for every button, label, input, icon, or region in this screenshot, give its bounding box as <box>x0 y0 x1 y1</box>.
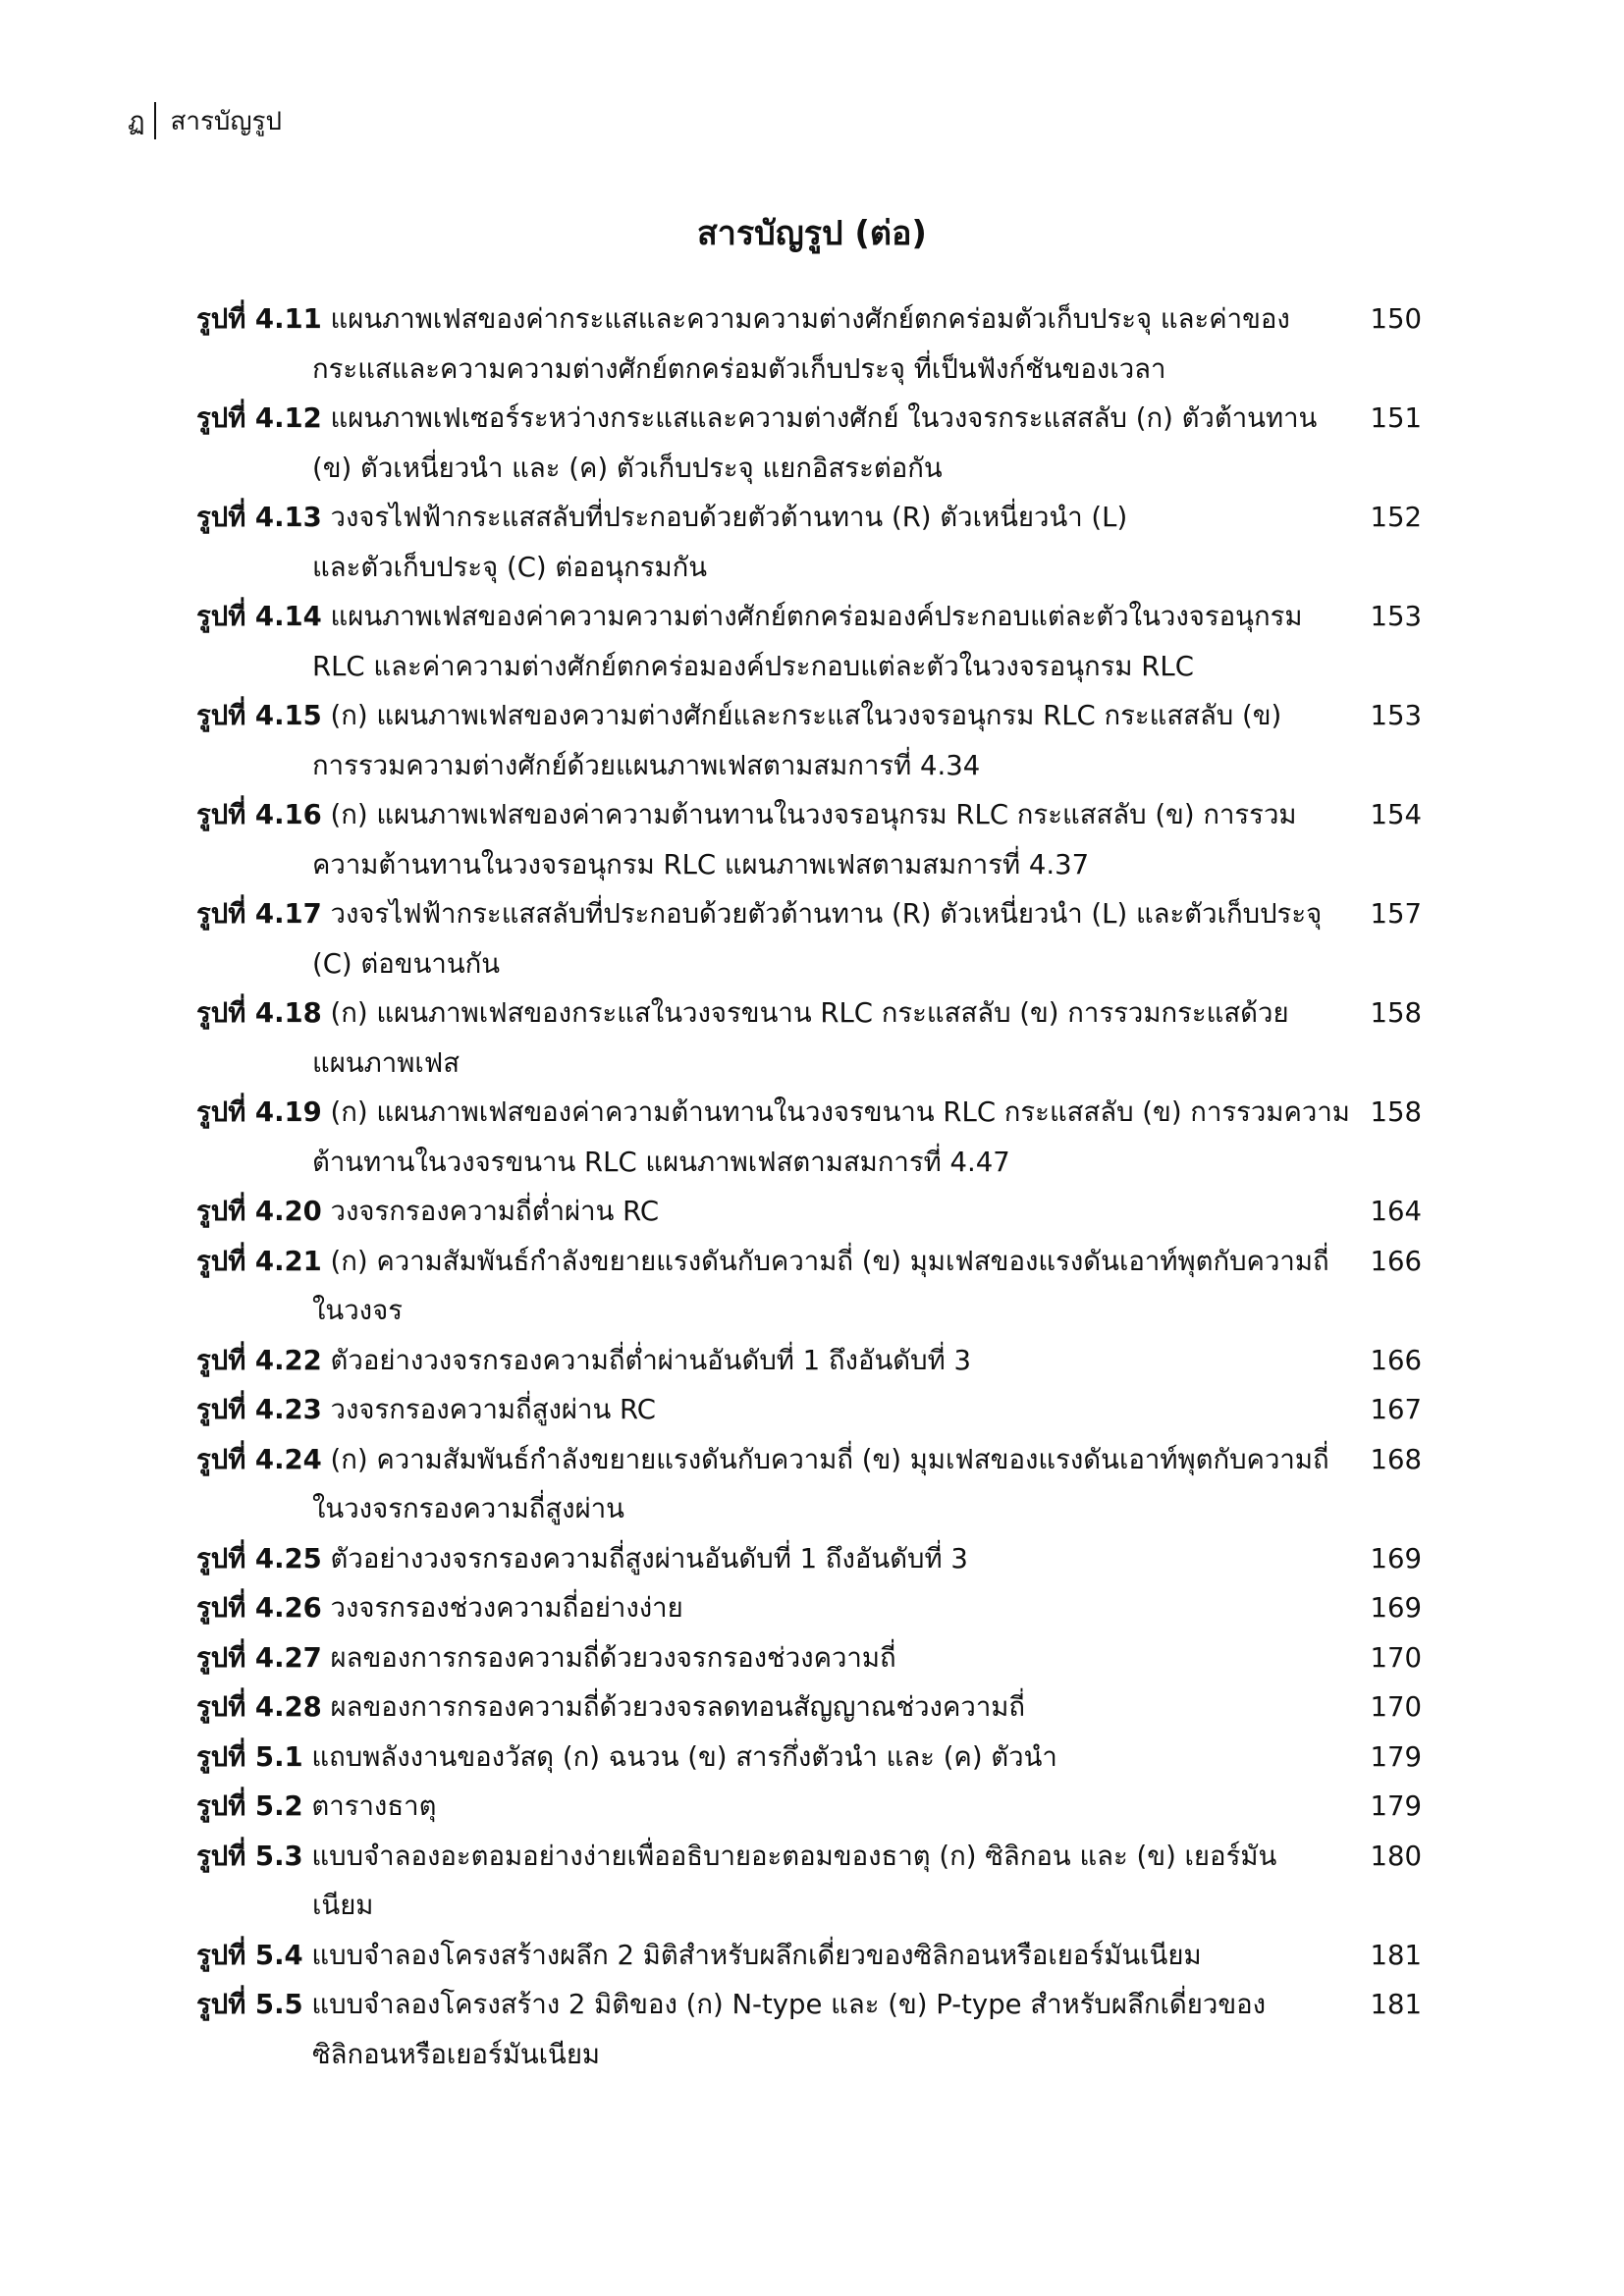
entry-first-line <box>196 1980 1434 2030</box>
figure-label: รูปที่ 4.17 <box>196 898 322 930</box>
entry-first-line <box>196 1534 1434 1584</box>
figure-caption-text: วงจรไฟฟ้ากระแสสลับที่ประกอบด้วยตัวต้านทาน (R) ตัวเหนี่ยวนำ (L) และตัวเก็บประจุ <box>330 898 1323 930</box>
figure-label: รูปที่ 4.18 <box>196 997 322 1029</box>
list-item <box>196 1385 1434 1435</box>
entry-continuation-line <box>196 741 1434 791</box>
list-item <box>196 790 1434 889</box>
figure-caption-text: แถบพลังงานของวัสดุ (ก) ฉนวน (ข) สารกึ่งตัวนำ และ (ค) ตัวนำ <box>311 1740 1057 1773</box>
page-number: 181 <box>1370 1989 1422 2020</box>
page-number: 167 <box>1370 1394 1422 1425</box>
figure-caption-text: วงจรกรองความถี่สูงผ่าน RC <box>330 1394 656 1425</box>
figure-caption-text: (ข) ตัวเหนี่ยวนำ และ (ค) ตัวเก็บประจุ แยกอิสระต่อกัน <box>312 452 943 484</box>
figure-caption-text: ผลของการกรองความถี่ด้วยวงจรกรองช่วงความถี่ <box>330 1641 896 1674</box>
figure-caption-text: ผลของการกรองความถี่ด้วยวงจรลดทอนสัญญาณช่วงความถี่ <box>330 1691 1026 1723</box>
figure-caption-text: ความต้านทานในวงจรอนุกรม RLC แผนภาพเฟสตามสมการที่ 4.37 <box>312 848 1090 881</box>
page-number: 180 <box>1370 1840 1422 1872</box>
figure-caption-text: วงจรไฟฟ้ากระแสสลับที่ประกอบด้วยตัวต้านทาน (R) ตัวเหนี่ยวนำ (L) <box>330 502 1128 533</box>
entry-continuation-line <box>196 2030 1434 2080</box>
entry-continuation-line <box>196 345 1434 395</box>
figure-caption-text: แบบจำลองโครงสร้างผลึก 2 มิติสำหรับผลึกเดี่ยวของซิลิกอนหรือเยอร์มันเนียม <box>311 1939 1202 1971</box>
page-number: 169 <box>1370 1592 1422 1624</box>
page-number: 179 <box>1370 1740 1422 1773</box>
figure-label: รูปที่ 4.21 <box>196 1245 322 1277</box>
entry-first-line <box>196 1633 1434 1683</box>
figure-caption-text: วงจรกรองความถี่ต่ำผ่าน RC <box>330 1196 660 1227</box>
list-item <box>196 889 1434 988</box>
entry-first-line <box>196 1832 1434 1882</box>
figure-caption-text: ในวงจร <box>312 1295 403 1326</box>
figure-label: รูปที่ 4.26 <box>196 1592 322 1624</box>
entry-first-line <box>196 1782 1434 1832</box>
figure-caption-text: (ก) แผนภาพเฟสของกระแสในวงจรขนาน RLC กระแสสลับ (ข) การรวมกระแสด้วย <box>330 997 1289 1029</box>
page-number: 170 <box>1370 1641 1422 1674</box>
figure-label: รูปที่ 5.3 <box>196 1840 303 1872</box>
list-item <box>196 1336 1434 1386</box>
list-item <box>196 1931 1434 1981</box>
list-item <box>196 1237 1434 1336</box>
entry-first-line <box>196 1435 1434 1485</box>
page-number: 157 <box>1370 898 1422 930</box>
list-item <box>196 988 1434 1088</box>
page-number: 164 <box>1370 1196 1422 1227</box>
figure-label: รูปที่ 5.1 <box>196 1740 303 1773</box>
figure-label: รูปที่ 4.12 <box>196 402 322 434</box>
page-number: 151 <box>1370 402 1422 434</box>
figure-caption-text: ตัวอย่างวงจรกรองความถี่สูงผ่านอันดับที่ 1 ถึงอันดับที่ 3 <box>330 1542 968 1575</box>
figure-list <box>196 294 1434 2079</box>
list-item <box>196 493 1434 592</box>
figure-caption-text: ตารางธาตุ <box>311 1790 437 1822</box>
entry-first-line <box>196 691 1434 741</box>
list-item <box>196 1583 1434 1633</box>
figure-caption-text: แผนภาพเฟสของค่าความความต่างศักย์ตกคร่อมองค์ประกอบแต่ละตัวในวงจรอนุกรม <box>330 601 1303 632</box>
header-page-number: ฏ <box>128 106 145 136</box>
figure-caption-text: (ก) แผนภาพเฟสของค่าความต้านทานในวงจรขนาน RLC กระแสสลับ (ข) การรวมความ <box>330 1096 1350 1128</box>
list-item <box>196 1435 1434 1534</box>
figure-caption-text: ตัวอย่างวงจรกรองความถี่ต่ำผ่านอันดับที่ 1 ถึงอันดับที่ 3 <box>330 1344 971 1376</box>
running-header <box>128 99 282 142</box>
figure-caption-text: (ก) แผนภาพเฟสของความต่างศักย์และกระแสในวงจรอนุกรม RLC กระแสสลับ (ข) <box>330 700 1282 731</box>
entry-first-line <box>196 1237 1434 1287</box>
figure-label: รูปที่ 4.23 <box>196 1394 322 1425</box>
entry-first-line <box>196 493 1434 543</box>
figure-label: รูปที่ 4.25 <box>196 1542 322 1575</box>
figure-label: รูปที่ 4.24 <box>196 1443 322 1475</box>
page-number: 154 <box>1370 799 1422 830</box>
entry-first-line <box>196 1385 1434 1435</box>
figure-label: รูปที่ 5.5 <box>196 1989 303 2020</box>
entry-first-line <box>196 889 1434 939</box>
entry-continuation-line <box>196 939 1434 989</box>
list-item <box>196 1782 1434 1832</box>
entry-continuation-line <box>196 1286 1434 1336</box>
figure-caption-text: ซิลิกอนหรือเยอร์มันเนียม <box>312 2038 601 2070</box>
entry-first-line <box>196 790 1434 840</box>
figure-label: รูปที่ 4.15 <box>196 700 322 731</box>
figure-label: รูปที่ 4.27 <box>196 1641 322 1674</box>
figure-label: รูปที่ 4.13 <box>196 502 322 533</box>
figure-caption-text: (ก) ความสัมพันธ์กำลังขยายแรงดันกับความถี่ (ข) มุมเฟสของแรงดันเอาท์พุตกับความถี่ <box>330 1245 1329 1277</box>
list-item <box>196 1832 1434 1931</box>
figure-caption-text: (C) ต่อขนานกัน <box>312 947 501 980</box>
figure-caption-text: เนียม <box>312 1890 374 1921</box>
figure-caption-text: กระแสและความความต่างศักย์ตกคร่อมตัวเก็บประจุ ที่เป็นฟังก์ชันของเวลา <box>312 352 1166 385</box>
figure-caption-text: แผนภาพเฟส <box>312 1046 460 1079</box>
entry-continuation-line <box>196 543 1434 593</box>
list-item <box>196 1633 1434 1683</box>
page-number: 153 <box>1370 700 1422 731</box>
entry-first-line <box>196 1682 1434 1733</box>
figure-caption-text: แบบจำลองอะตอมอย่างง่ายเพื่ออธิบายอะตอมของธาตุ (ก) ซิลิกอน และ (ข) เยอร์มัน <box>311 1840 1277 1872</box>
page-number: 179 <box>1370 1790 1422 1822</box>
figure-caption-text: ต้านทานในวงจรขนาน RLC แผนภาพเฟสตามสมการที่ 4.47 <box>312 1146 1010 1178</box>
figure-label: รูปที่ 4.16 <box>196 799 322 830</box>
list-item <box>196 1534 1434 1584</box>
list-item <box>196 1088 1434 1187</box>
page-number: 158 <box>1370 1096 1422 1128</box>
figure-label: รูปที่ 4.14 <box>196 601 322 632</box>
page-number: 158 <box>1370 997 1422 1029</box>
list-item <box>196 691 1434 790</box>
figure-label: รูปที่ 4.20 <box>196 1196 322 1227</box>
entry-first-line <box>196 394 1434 444</box>
entry-first-line <box>196 1931 1434 1981</box>
list-item <box>196 294 1434 394</box>
page-number: 166 <box>1370 1344 1422 1376</box>
header-section-title: สารบัญรูป <box>170 106 283 136</box>
list-item <box>196 1187 1434 1237</box>
figure-caption-text: ในวงจรกรองความถี่สูงผ่าน <box>312 1493 624 1524</box>
page-number: 170 <box>1370 1691 1422 1723</box>
page-number: 153 <box>1370 601 1422 632</box>
page-number: 152 <box>1370 502 1422 533</box>
entry-first-line <box>196 592 1434 642</box>
entry-first-line <box>196 1336 1434 1386</box>
list-item <box>196 1682 1434 1733</box>
page-number: 166 <box>1370 1245 1422 1277</box>
entry-first-line <box>196 1733 1434 1783</box>
page-number: 181 <box>1370 1939 1422 1971</box>
header-divider <box>154 102 156 139</box>
figure-caption-text: (ก) ความสัมพันธ์กำลังขยายแรงดันกับความถี่ (ข) มุมเฟสของแรงดันเอาท์พุตกับความถี่ <box>330 1443 1329 1475</box>
figure-caption-text: RLC และค่าความต่างศักย์ตกคร่อมองค์ประกอบแต่ละตัวในวงจรอนุกรม RLC <box>312 650 1194 682</box>
entry-first-line <box>196 1187 1434 1237</box>
figure-caption-text: การรวมความต่างศักย์ด้วยแผนภาพเฟสตามสมการที่ 4.34 <box>312 749 981 781</box>
entry-continuation-line <box>196 1039 1434 1089</box>
entry-first-line <box>196 988 1434 1039</box>
figure-caption-text: แผนภาพเฟสของค่ากระแสและความความต่างศักย์ตกคร่อมตัวเก็บประจุ และค่าของ <box>330 303 1290 335</box>
entry-continuation-line <box>196 1138 1434 1188</box>
list-item <box>196 592 1434 691</box>
figure-label: รูปที่ 4.11 <box>196 303 322 335</box>
figure-caption-text: และตัวเก็บประจุ (C) ต่ออนุกรมกัน <box>312 551 708 583</box>
figure-label: รูปที่ 4.28 <box>196 1691 322 1723</box>
entry-first-line <box>196 1583 1434 1633</box>
list-item <box>196 1733 1434 1783</box>
list-item <box>196 394 1434 493</box>
entry-continuation-line <box>196 1881 1434 1931</box>
entry-first-line <box>196 294 1434 345</box>
entry-continuation-line <box>196 840 1434 890</box>
entry-continuation-line <box>196 1484 1434 1534</box>
figure-caption-text: แผนภาพเฟเซอร์ระหว่างกระแสและความต่างศักย์ ในวงจรกระแสสลับ (ก) ตัวต้านทาน <box>330 402 1318 434</box>
entry-continuation-line <box>196 642 1434 692</box>
page-number: 168 <box>1370 1443 1422 1475</box>
list-item <box>196 1980 1434 2079</box>
figure-caption-text: แบบจำลองโครงสร้าง 2 มิติของ (ก) N-type และ (ข) P-type สำหรับผลึกเดี่ยวของ <box>311 1989 1267 2020</box>
page-title: สารบัญรูป (ต่อ) <box>697 214 927 253</box>
entry-first-line <box>196 1088 1434 1138</box>
figure-label: รูปที่ 5.4 <box>196 1939 303 1971</box>
page-number: 169 <box>1370 1542 1422 1575</box>
figure-caption-text: วงจรกรองช่วงความถี่อย่างง่าย <box>330 1592 683 1624</box>
page-number: 150 <box>1370 303 1422 335</box>
entry-continuation-line <box>196 444 1434 494</box>
figure-label: รูปที่ 5.2 <box>196 1790 303 1822</box>
figure-caption-text: (ก) แผนภาพเฟสของค่าความต้านทานในวงจรอนุกรม RLC กระแสสลับ (ข) การรวม <box>330 799 1297 830</box>
figure-label: รูปที่ 4.22 <box>196 1344 322 1376</box>
figure-label: รูปที่ 4.19 <box>196 1096 322 1128</box>
